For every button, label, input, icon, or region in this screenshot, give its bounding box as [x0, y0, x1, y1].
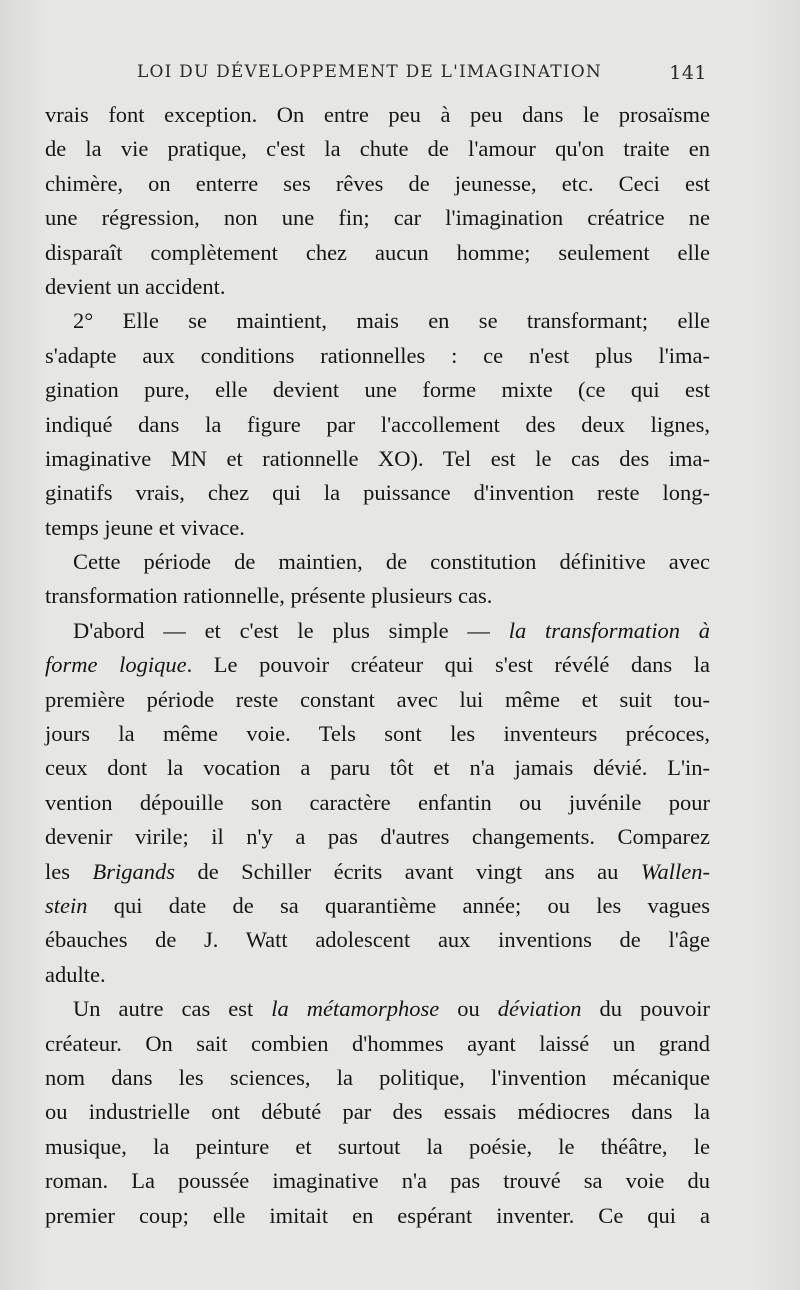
text-line: [45, 1199, 710, 1233]
text-line: [45, 992, 710, 1026]
text-segment: transformation rationnelle, présente plusieurs cas.: [45, 583, 493, 609]
italic-text: stein: [45, 892, 88, 918]
text-line: [45, 476, 710, 510]
text-line: [45, 1027, 710, 1061]
text-segment: Cette période de maintien, de constitution définitive avec: [73, 549, 710, 575]
text-segment: jours la même voie. Tels sont les inventeurs précoces,: [45, 721, 710, 747]
italic-text: la transformation à: [508, 617, 710, 643]
text-line: [45, 958, 710, 992]
text-line: [45, 132, 710, 166]
text-segment: une régression, non une fin; car l'imagination créatrice ne: [45, 205, 710, 231]
text-segment: roman. La poussée imaginative n'a pas trouvé sa voie du: [45, 1168, 710, 1194]
text-segment: ébauches de J. Watt adolescent aux inventions de l'âge: [45, 927, 710, 953]
text-line: [45, 270, 710, 304]
text-segment: du pouvoir: [581, 996, 710, 1022]
italic-text: la métamorphose: [271, 996, 440, 1022]
text-line: [45, 236, 710, 270]
text-line: [45, 579, 710, 613]
text-line: [45, 683, 710, 717]
text-line: [45, 1130, 710, 1164]
text-segment: première période reste constant avec lui même et suit tou-: [45, 686, 710, 712]
text-segment: Un autre cas est: [73, 996, 272, 1022]
text-line: [45, 442, 710, 476]
text-line: [45, 648, 710, 682]
text-segment: ginatifs vrais, chez qui la puissance d'invention reste long-: [45, 480, 710, 506]
text-line: [45, 1164, 710, 1198]
italic-text: forme logique: [45, 652, 187, 678]
page-header: [137, 62, 707, 90]
text-segment: créateur. On sait combien d'hommes ayant laissé un grand: [45, 1030, 710, 1056]
text-line: [45, 98, 710, 132]
text-segment: . Le pouvoir créateur qui s'est révélé dans la: [186, 652, 711, 678]
text-line: [45, 923, 710, 957]
text-segment: ou: [439, 996, 498, 1022]
italic-text: déviation: [497, 996, 582, 1022]
text-line: [45, 855, 710, 889]
text-line: [45, 545, 710, 579]
page-number: 141: [669, 62, 707, 84]
text-segment: gination pure, elle devient une forme mixte (ce qui est: [45, 377, 710, 403]
text-segment: temps jeune et vivace.: [45, 514, 245, 540]
text-segment: vention dépouille son caractère enfantin ou juvénile pour: [45, 789, 710, 815]
text-line: [45, 1061, 710, 1095]
text-line: [45, 751, 710, 785]
text-segment: devenir virile; il n'y a pas d'autres changements. Comparez: [45, 824, 710, 850]
text-line: [45, 717, 710, 751]
text-line: [45, 614, 710, 648]
text-segment: nom dans les sciences, la politique, l'invention mécanique: [45, 1064, 710, 1090]
text-segment: de la vie pratique, c'est la chute de l'amour qu'on traite en: [45, 136, 710, 162]
text-line: [45, 304, 710, 338]
text-segment: adulte.: [45, 961, 106, 987]
text-segment: 2° Elle se maintient, mais en se transformant; elle: [73, 308, 710, 334]
text-line: [45, 339, 710, 373]
text-line: [45, 408, 710, 442]
running-title: LOI DU DÉVELOPPEMENT DE L'IMAGINATION: [137, 62, 602, 82]
text-segment: chimère, on enterre ses rêves de jeunesse, etc. Ceci est: [45, 170, 710, 196]
text-segment: disparaît complètement chez aucun homme; seulement elle: [45, 239, 710, 265]
italic-text: Brigands: [92, 858, 175, 884]
text-segment: imaginative MN et rationnelle XO). Tel est le cas des ima-: [45, 445, 710, 471]
text-segment: ceux dont la vocation a paru tôt et n'a jamais dévié. L'in-: [45, 755, 710, 781]
text-line: [45, 786, 710, 820]
text-segment: vrais font exception. On entre peu à peu dans le prosaïsme: [45, 102, 710, 127]
text-segment: s'adapte aux conditions rationnelles : ce n'est plus l'ima-: [45, 342, 710, 368]
text-segment: de Schiller écrits avant vingt ans au: [174, 858, 641, 884]
text-line: [45, 511, 710, 545]
text-line: [45, 820, 710, 854]
text-segment: qui date de sa quarantième année; ou les vagues: [87, 892, 710, 918]
text-line: [45, 1095, 710, 1129]
text-segment: premier coup; elle imitait en espérant inventer. Ce qui a: [45, 1202, 710, 1228]
text-line: [45, 167, 710, 201]
text-line: [45, 889, 710, 923]
text-line: [45, 201, 710, 235]
text-segment: musique, la peinture et surtout la poésie, le théâtre, le: [45, 1133, 710, 1159]
body-text: [45, 98, 710, 1233]
italic-text: Wallen-: [640, 858, 711, 884]
text-segment: indiqué dans la figure par l'accollement des deux lignes,: [45, 411, 710, 437]
text-line: [45, 373, 710, 407]
text-segment: ou industrielle ont débuté par des essais médiocres dans la: [45, 1099, 710, 1125]
text-segment: les: [45, 858, 93, 884]
text-segment: devient un accident.: [45, 273, 226, 299]
text-segment: D'abord — et c'est le plus simple —: [73, 617, 509, 643]
